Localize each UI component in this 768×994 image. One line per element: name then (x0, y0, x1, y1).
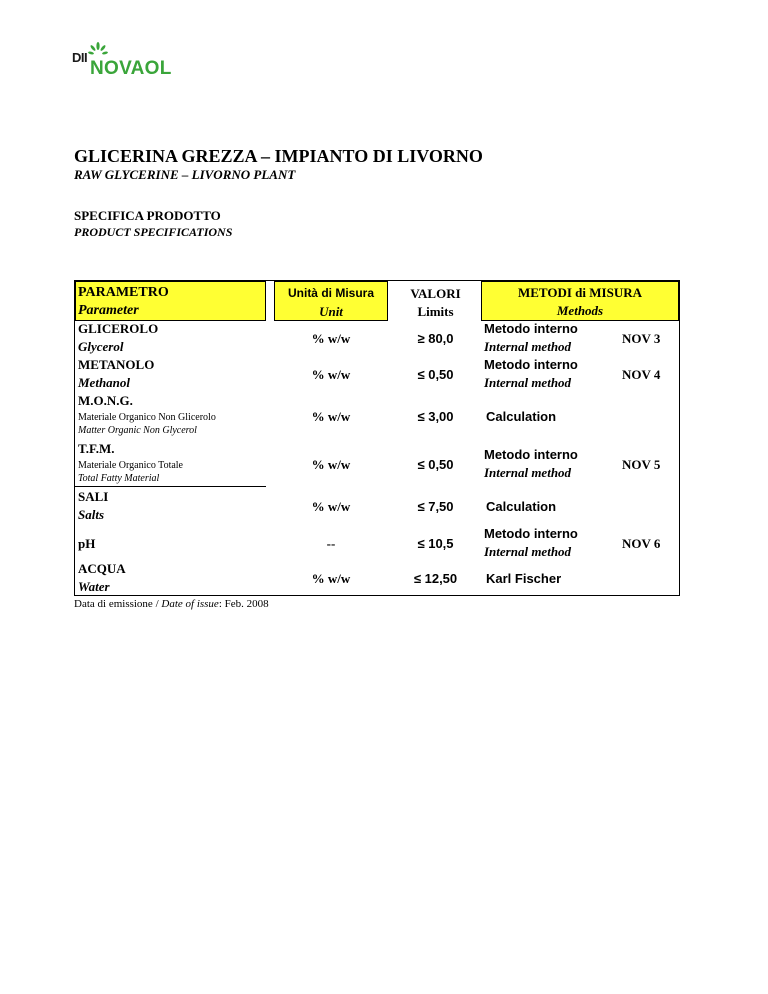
row-salts-param: SALI (78, 489, 109, 504)
header-param-en: Parameter (78, 303, 139, 318)
row-mong-value: ≤ 3,00 (417, 409, 454, 424)
issue-date (74, 598, 269, 610)
header-values: VALORI (410, 286, 461, 301)
row-tfm-desc-it: Materiale Organico Totale (78, 460, 183, 471)
page-subtitle: RAW GLYCERINE – LIVORNO PLANT (74, 167, 296, 182)
header-values-en: Limits (417, 304, 454, 319)
row-ph-method: Metodo interno (484, 526, 578, 541)
row-tfm-desc-en: Total Fatty Material (78, 473, 160, 484)
row-mong-method: Calculation (486, 409, 557, 424)
row-methanol-method-en: Internal method (484, 375, 572, 390)
row-tfm-method-en: Internal method (484, 465, 572, 480)
divider (75, 486, 266, 487)
row-mong-unit: % w/w (311, 409, 351, 424)
row-salts-method: Calculation (486, 499, 557, 514)
header-unit: Unità di Misura (287, 286, 374, 300)
logo-prefix: DII (72, 50, 88, 65)
row-tfm-method: Metodo interno (484, 447, 578, 462)
row-methanol-code: NOV 4 (622, 367, 661, 382)
row-ph-value: ≤ 10,5 (417, 536, 454, 551)
row-methanol-method: Metodo interno (484, 357, 578, 372)
row-water-value: ≤ 12,50 (413, 571, 458, 586)
row-methanol-param: METANOLO (78, 357, 155, 372)
row-water-param: ACQUA (78, 561, 126, 576)
row-ph-method-en: Internal method (484, 544, 572, 559)
row-salts-value: ≤ 7,50 (417, 499, 454, 514)
row-water-param-en: Water (78, 579, 110, 594)
row-mong-param: M.O.N.G. (78, 393, 133, 408)
header-methods-cell (481, 281, 679, 321)
header-methods-en: Methods (556, 303, 604, 318)
issue-label: Data di emissione / (74, 598, 162, 610)
row-glycerol-method-en: Internal method (484, 339, 572, 354)
row-tfm-param: T.F.M. (78, 441, 115, 456)
row-tfm-unit: % w/w (311, 457, 351, 472)
row-glycerol-param: GLICEROLO (78, 321, 159, 336)
company-logo (70, 42, 190, 82)
row-tfm-code: NOV 5 (622, 457, 661, 472)
row-glycerol-code: NOV 3 (622, 331, 661, 346)
row-salts-unit: % w/w (311, 499, 351, 514)
row-tfm-value: ≤ 0,50 (417, 457, 454, 472)
row-mong-desc-en: Matter Organic Non Glycerol (78, 425, 197, 436)
header-unit-cell (274, 281, 388, 321)
row-glycerol-value: ≥ 80,0 (417, 331, 454, 346)
row-ph-code: NOV 6 (622, 536, 661, 551)
row-methanol-unit: % w/w (311, 367, 351, 382)
row-water-unit: % w/w (311, 571, 351, 586)
row-methanol-param-en: Methanol (78, 375, 131, 390)
spec-subtitle: PRODUCT SPECIFICATIONS (74, 225, 233, 239)
row-salts-param-en: Salts (78, 507, 105, 522)
row-glycerol-param-en: Glycerol (78, 339, 124, 354)
row-methanol-value: ≤ 0,50 (417, 367, 454, 382)
row-glycerol-unit: % w/w (311, 331, 351, 346)
header-param-cell (75, 281, 266, 321)
issue-date-value: : Feb. 2008 (218, 598, 269, 610)
page-title: GLICERINA GREZZA – IMPIANTO DI LIVORNO (74, 146, 483, 166)
leaf-icon (85, 42, 111, 58)
spec-title: SPECIFICA PRODOTTO (74, 208, 221, 223)
issue-label-en: Date of issue (161, 598, 219, 610)
row-ph-unit: -- (326, 536, 336, 551)
row-water-method: Karl Fischer (486, 571, 562, 586)
header-methods: METODI di MISURA (517, 285, 642, 300)
header-unit-en: Unit (319, 304, 343, 319)
row-glycerol-method: Metodo interno (484, 321, 578, 336)
spec-table (74, 280, 680, 596)
logo-name: NOVAOL (90, 58, 172, 79)
row-mong-desc-it: Materiale Organico Non Glicerolo (78, 412, 216, 423)
row-ph-param: pH (78, 536, 96, 551)
header-param: PARAMETRO (78, 285, 169, 300)
